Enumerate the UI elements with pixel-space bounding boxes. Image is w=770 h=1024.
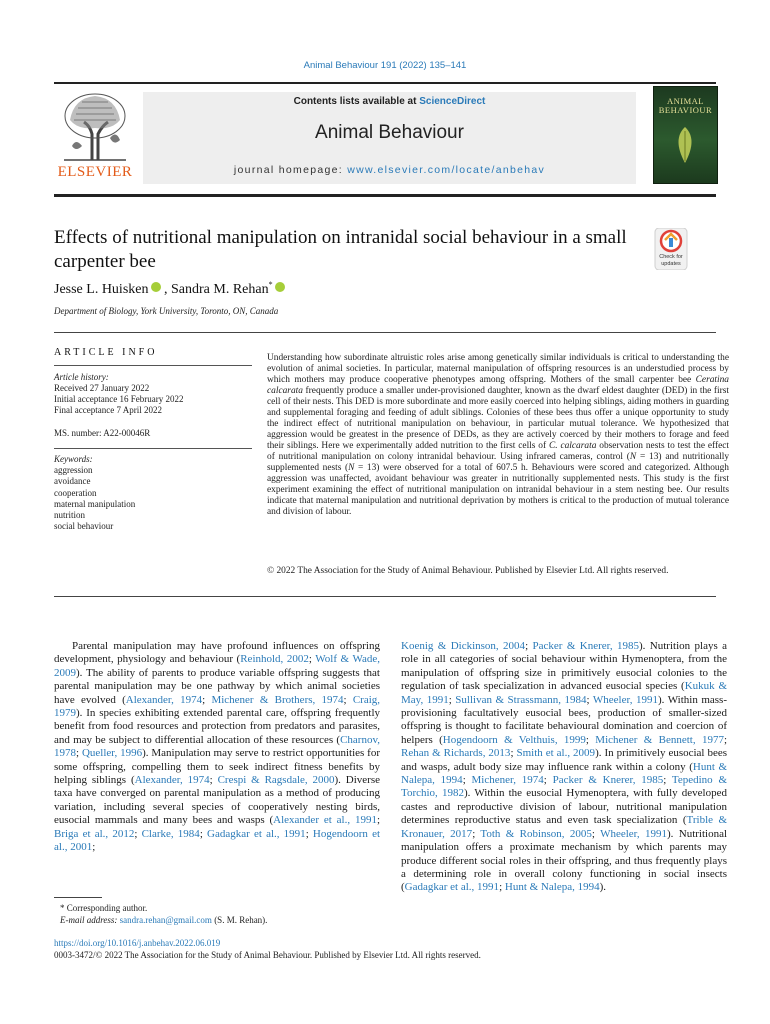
footnote-mark: * [60,903,65,913]
article-title: Effects of nutritional manipulation on intranidal social behaviour in a small carpenter bee [54,227,627,272]
body-column-right: Koenig & Dickinson, 2004; Packer & Knerer, 1985). Nutrition plays a role in all categories of social behaviour within Hymenoptera, from the manipulation of offspring size in primitively eusocial colonies to the regulation of task specialization in advanced eusocial species (Kukuk & May, 1991; Sullivan & Strassmann, 1984; Wheeler, 1991). Within mass-provisioning facultatively eusocial bees, production of smaller-sized offspring is thought to facilitate behavioural domination and coercion of helpers (Hogendoorn & Velthuis, 1999; Michener & Bennett, 1977; Rehan & Richards, 2013; Smith et al., 2009). In primitively eusocial bees and wasps, adult body size may influence rank within a colony (Hunt & Nalepa, 1994; Michener, 1974; Packer & Knerer, 1985; Tepedino & Torchio, 1982). Within the eusocial Hymenoptera, with fully developed castes and reproductive division of labour, nutritional manipulation determines reproductive status and even task specialization (Trible & Kronauer, 2017; Toth & Robinson, 2005; Wheeler, 1991). Nutritional manipulation offers a proximate mechanism by which parents may produce different social roles in their offspring, and thus frequently plays a determining role in overall colony functioning in social insects (Gadagkar et al., 1991; Hunt & Nalepa, 1994). [401,640,728,894]
citation-link[interactable]: Charnov, 1978 [54,733,380,760]
check-for-updates-label[interactable]: Check for updates [659,254,683,267]
keyword: aggression [54,465,93,476]
citation-link[interactable]: Hunt & Nalepa, 1994 [504,881,600,894]
sample-size-symbol: N [629,452,637,462]
keywords-list [54,454,254,532]
top-rule [54,82,716,84]
citation-link[interactable]: Briga et al., 2012 [54,827,135,840]
citation-link[interactable]: Crespi & Ragsdale, 2000 [217,774,335,787]
citation-link[interactable]: Packer & Knerer, 1985 [532,640,639,652]
citation-link[interactable]: Rehan & Richards, 2013 [401,747,511,760]
author-rehan[interactable]: Sandra M. Rehan [171,282,269,297]
citation-link[interactable]: Alexander, 1974 [134,774,210,787]
citation-link[interactable]: Queller, 1996 [81,747,143,760]
citation-link[interactable]: Smith et al., 2009 [516,747,596,760]
citation-link[interactable]: Wolf & Wade, 2009 [54,653,380,679]
article-history [54,372,254,416]
received-date: Received 27 January 2022 [54,383,150,393]
issn-copyright-line: 0003-3472/© 2022 The Association for the Study of Animal Behaviour. Published by Elsevier Ltd. All rights reserved. [54,950,481,960]
keyword: social behaviour [54,521,114,532]
journal-masthead [143,92,636,184]
history-heading: Article history: [54,372,109,382]
citation-link[interactable]: Michener, 1974 [471,774,544,787]
keyword: avoidance [54,476,91,487]
citation-link[interactable]: Michener & Brothers, 1974 [211,693,344,706]
citation-link[interactable]: Trible & Kronauer, 2017 [401,814,728,840]
citation-link[interactable]: Toth & Robinson, 2005 [480,827,592,840]
orcid-icon[interactable] [151,282,161,292]
citation-link[interactable]: Sullivan & Strassmann, 1984 [455,693,587,706]
citation-link[interactable]: Alexander, 1974 [125,693,203,706]
citation-link[interactable]: Packer & Knerer, 1985 [552,774,664,787]
header-rule [54,194,716,197]
contents-line: Contents lists available at ScienceDirect [293,96,486,107]
citation-link[interactable]: Hogendoorn et al., 2001 [54,827,381,854]
abstract-copyright: © 2022 The Association for the Study of Animal Behaviour. Published by Elsevier Ltd. All rights reserved. [267,566,669,576]
manuscript-number: MS. number: A22-00046R [54,428,151,438]
citation-link[interactable]: Hunt & Nalepa, 1994 [401,760,727,787]
elsevier-wordmark: ELSEVIER [57,164,133,180]
body-column-left: Parental manipulation may have profound influences on offspring development, physiology and behaviour (Reinhold, 2002; Wolf & Wade, 2009). The ability of parents to produce variable offspring suggests that parental manipulation may be one pathway by which animal societies have evolved (Alexander, 1974; Michener & Brothers, 1974; Craig, 1979). In species exhibiting extended parental care, offspring frequently benefit from food resources and protection from predators and parasites, and may be subject to differential allocation of these resources (Charnov, 1978; Queller, 1996). Manipulation may serve to restrict opportunities for some offspring, compelling them to seek indirect fitness benefits by helping siblings (Alexander, 1974; Crespi & Ragsdale, 2000). Diverse taxa have converged on parental manipulation as a method of producing variation, including several species of cooperatively nesting birds, eusocial mammals and many bees and wasps (Alexander et al., 1991; Briga et al., 2012; Clarke, 1984; Gadagkar et al., 1991; Hogendoorn et al., 2001; [54,640,381,854]
citation-link[interactable]: Tepedino & Torchio, 1982 [401,774,728,800]
article-info-heading: ARTICLE INFO [54,347,158,358]
journal-reference[interactable]: Animal Behaviour 191 (2022) 135–141 [303,60,467,71]
sciencedirect-link[interactable]: ScienceDirect [419,96,486,107]
species-name: Ceratina calcarata [267,375,729,396]
citation-link[interactable]: Alexander et al., 1991 [273,814,377,827]
citation-link[interactable]: Wheeler, 1991 [592,693,658,706]
corresponding-author-footnote: * Corresponding author. E-mail address: sandra.rehan@gmail.com (S. M. Rehan). [60,903,268,925]
citation-link[interactable]: Reinhold, 2002 [240,653,309,666]
cover-leaf-icon [672,125,699,165]
species-name: C. calcarata [548,441,597,451]
keyword: nutrition [54,510,85,521]
journal-homepage: journal homepage: www.elsevier.com/locate/anbehav [233,164,546,176]
abstract-rule [54,596,716,597]
citation-link[interactable]: Gadagkar et al., 1991 [404,881,500,894]
abstract-text: Understanding how subordinate altruistic roles arise among genetically similar individuals is critical to understanding the evolution of animal societies. In particular, maternal manipulation of offspring resources is an understudied process by which mothers may produce cooperative phenotypes among offspring. Mothers of the small carpenter bee Ceratina calcarata frequently produce a smaller under-provisioned daughter, known as the dwarf eldest daughter (DED) in the first cell of their nests. This DED is more subordinate and more easily coerced into helping siblings, aiding mothers in guarding and supplemental foraging and feeding of adult siblings. Colonies of these bees thus offer a unique opportunity to study the indirect effect of nutritional manipulation on behaviour, in particular mutual tolerance. We hypothesized that aggression would be greatest in the presence of DEDs, as they are actively coerced by their mothers to forage and feed their siblings. Here we experimentally added nutrition to the first cells of C. calcarata observation nests to test the effect of nutritional manipulation on colony intranidal behaviour. Using infrared cameras, control (N = 13) and nutritionally supplemented nests (N = 13) were observed for a total of 607.5 h. Behaviours were scored and categorized. Although aggression was unaffected, avoidant behaviour was greater in nutritionally supplemented nests. This study is the first experiment examining the effect of nutritional manipulation on intranidal behaviour in a stem nesting bee. Our results indicate that maternal manipulation and nutritional deprivation by mothers is critical to the production of mutual tolerance and division of labour. [267,353,730,517]
journal-title: Animal Behaviour [315,122,464,143]
citation-link[interactable]: Wheeler, 1991 [600,827,667,840]
citation-link[interactable]: Kukuk & May, 1991 [401,680,727,706]
footnote-rule [54,897,102,898]
orcid-icon[interactable] [275,282,285,292]
keywords-rule [54,448,252,449]
corresponding-author-mark: * [268,280,273,289]
author-list: Jesse L. Huisken , Sandra M. Rehan* [54,280,285,298]
initial-acceptance-date: Initial acceptance 16 February 2022 [54,394,184,404]
citation-link[interactable]: Koenig & Dickinson, 2004 [401,640,526,652]
keyword: maternal manipulation [54,498,136,509]
citation-link[interactable]: Hogendoorn & Velthuis, 1999 [442,733,586,746]
cover-title: ANIMAL BEHAVIOUR [658,96,713,115]
final-acceptance-date: Final acceptance 7 April 2022 [54,405,162,415]
email-link[interactable]: sandra.rehan@gmail.com [119,914,212,925]
keywords-heading: Keywords: [54,454,93,464]
keyword: cooperation [54,487,97,498]
doi-link[interactable]: https://doi.org/10.1016/j.anbehav.2022.06.019 [54,938,221,948]
citation-link[interactable]: Craig, 1979 [54,693,381,720]
author-huisken[interactable]: Jesse L. Huisken [54,282,149,297]
citation-link[interactable]: Michener & Bennett, 1977 [595,733,724,746]
article-info-rule [54,365,252,366]
journal-cover-image [653,86,718,184]
affiliation-rule [54,332,716,333]
sample-size-symbol: N [348,463,355,473]
citation-link[interactable]: Clarke, 1984 [141,827,200,840]
author-affiliation: Department of Biology, York University, Toronto, ON, Canada [54,306,279,316]
journal-homepage-link[interactable]: www.elsevier.com/locate/anbehav [347,164,546,176]
citation-link[interactable]: Gadagkar et al., 1991 [207,827,306,840]
